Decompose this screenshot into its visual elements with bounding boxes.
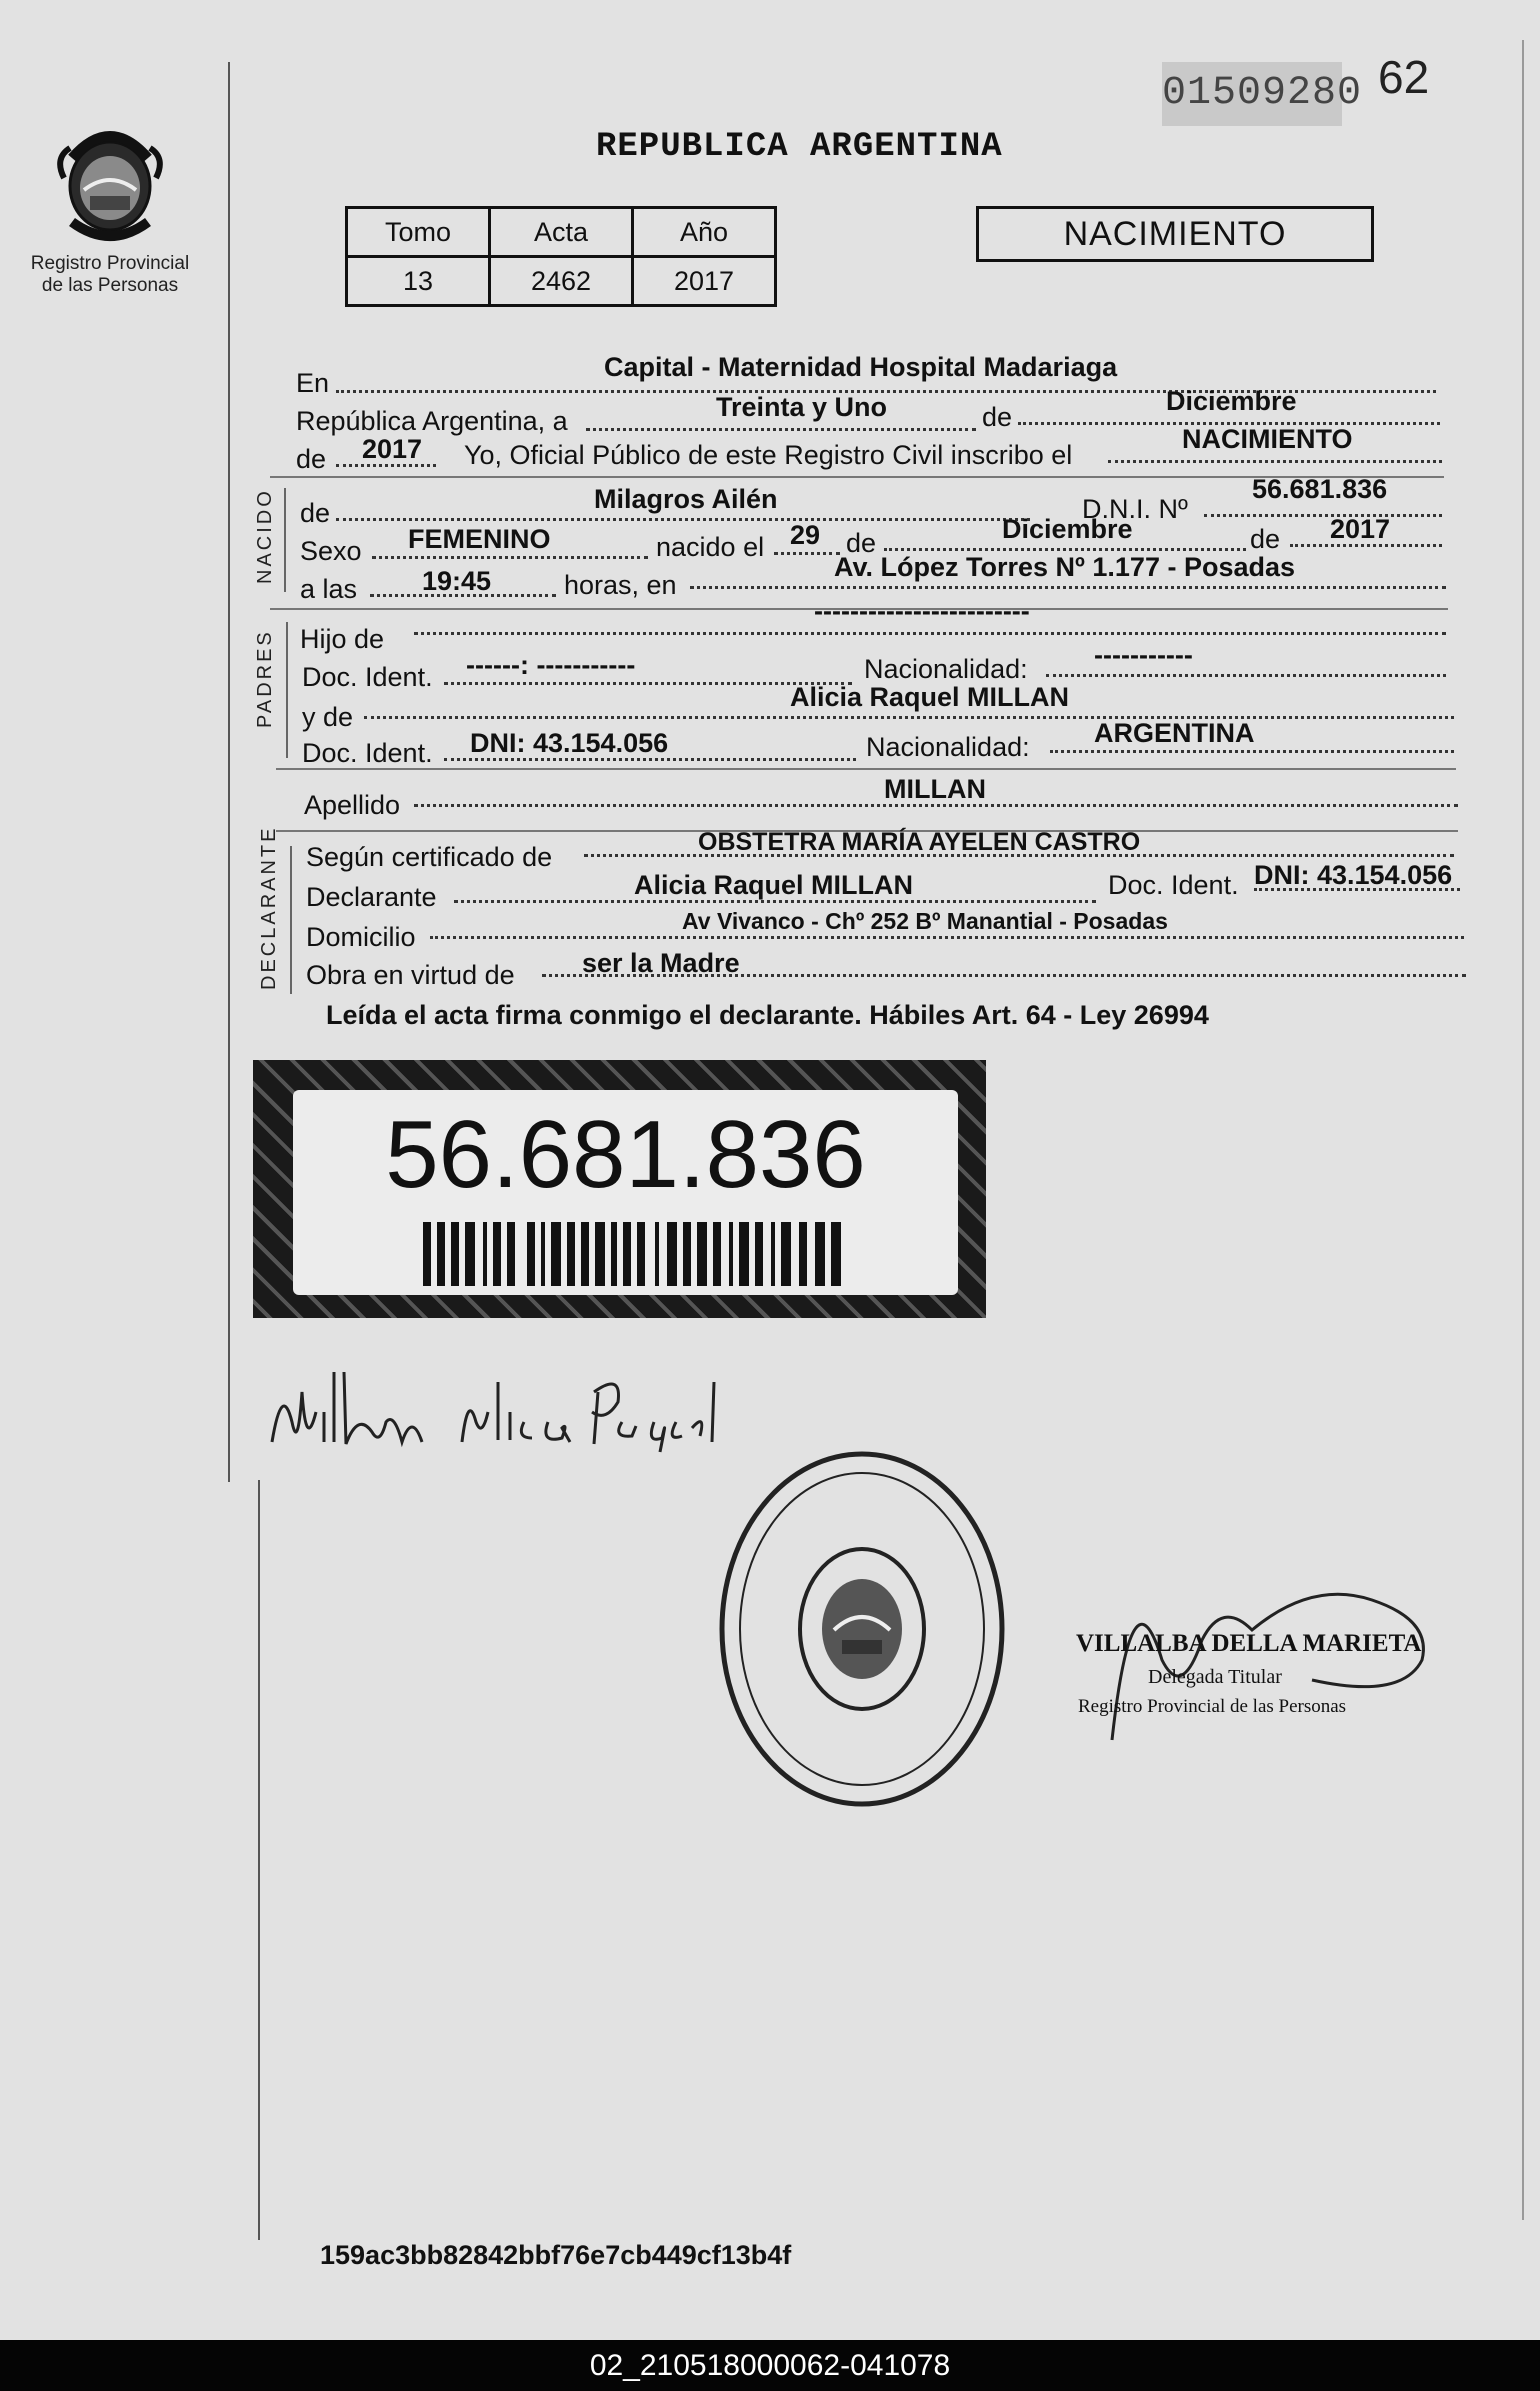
dni-number-card bbox=[253, 1060, 986, 1318]
year-value: 2017 bbox=[362, 434, 423, 464]
inscribo-value: NACIMIENTO bbox=[1182, 424, 1353, 454]
child-dni: 56.681.836 bbox=[1252, 474, 1388, 504]
child-name: Milagros Ailén bbox=[594, 484, 778, 514]
official-role: Delegada Titular bbox=[1148, 1666, 1282, 1688]
domicilio-value: Av Vivanco - Chº 252 Bº Manantial - Posadas bbox=[682, 908, 1168, 934]
closing-statement: Leída el acta firma conmigo el declarante. Hábiles Art. 64 - Ley 26994 bbox=[326, 1000, 1209, 1030]
declarante-label: Declarante bbox=[306, 882, 437, 912]
nacido-section-label: NACIDO bbox=[254, 488, 276, 584]
birth-month: Diciembre bbox=[1002, 514, 1133, 544]
horas-label: horas, en bbox=[564, 570, 677, 600]
dotted-line bbox=[690, 584, 1446, 589]
separator bbox=[276, 768, 1456, 770]
page-number: 62 bbox=[1378, 51, 1430, 103]
sexo-value: FEMENINO bbox=[408, 524, 551, 554]
certificado-value: OBSTETRA MARÍA AYELEN CASTRO bbox=[698, 828, 1141, 856]
tomo-header: Tomo bbox=[347, 208, 490, 257]
document-title: REPUBLICA ARGENTINA bbox=[596, 128, 1003, 166]
day-words: Treinta y Uno bbox=[716, 392, 888, 422]
official-office: Registro Provincial de las Personas bbox=[1078, 1696, 1347, 1717]
apellido-value: MILLAN bbox=[884, 774, 986, 804]
official-stamp bbox=[712, 1444, 1012, 1814]
obra-label: Obra en virtud de bbox=[306, 960, 515, 990]
ano-value: 2017 bbox=[633, 257, 776, 306]
margin-line bbox=[228, 62, 230, 1482]
nacionalidad-label-2: Nacionalidad: bbox=[866, 732, 1030, 762]
father-nationality: ----------- bbox=[1094, 640, 1193, 670]
nacido-bracket bbox=[284, 488, 286, 592]
dotted-line bbox=[586, 426, 976, 431]
alas-label: a las bbox=[300, 574, 358, 604]
de-label-2: de bbox=[846, 528, 877, 558]
father-name: ------------------------ bbox=[814, 596, 1030, 626]
domicilio-label: Domicilio bbox=[306, 922, 416, 952]
nacionalidad-label: Nacionalidad: bbox=[864, 654, 1028, 684]
official-name: VILLALBA DELLA MARIETA bbox=[1076, 1630, 1422, 1657]
right-edge-line bbox=[1522, 40, 1524, 2220]
dotted-line bbox=[1046, 672, 1446, 677]
inscribo-text: Yo, Oficial Público de este Registro Civil inscribo el bbox=[464, 440, 1073, 470]
declarante-section-label: DECLARANTE bbox=[258, 825, 280, 990]
declarante-doc-label: Doc. Ident. bbox=[1108, 870, 1239, 900]
footer-id-bar bbox=[0, 2340, 1540, 2391]
de2-label: de bbox=[296, 444, 327, 474]
father-doc: ------: ----------- bbox=[466, 650, 636, 680]
dni-label: D.N.I. Nº bbox=[1082, 494, 1188, 524]
republica-label: República Argentina, a bbox=[296, 406, 568, 436]
tomo-value: 13 bbox=[347, 257, 490, 306]
acta-header: Acta bbox=[490, 208, 633, 257]
dni-big-number: 56.681.836 bbox=[385, 1101, 866, 1208]
dotted-line bbox=[884, 546, 1246, 551]
doc-label: Doc. Ident. bbox=[302, 662, 433, 692]
declarante-doc-value: DNI: 43.154.056 bbox=[1254, 860, 1453, 890]
de-label: de bbox=[300, 498, 331, 528]
declarant-signature bbox=[262, 1352, 722, 1462]
acta-value: 2462 bbox=[490, 257, 633, 306]
doc-label-2: Doc. Ident. bbox=[302, 738, 433, 768]
barcode-icon bbox=[423, 1222, 843, 1286]
record-type-box: NACIMIENTO bbox=[976, 206, 1374, 262]
dotted-line bbox=[364, 714, 1454, 719]
apellido-label: Apellido bbox=[304, 790, 401, 820]
ano-header: Año bbox=[633, 208, 776, 257]
misiones-logo bbox=[20, 118, 200, 297]
certificado-label: Según certificado de bbox=[306, 842, 553, 872]
declarante-value: Alicia Raquel MILLAN bbox=[634, 870, 914, 900]
mother-name: Alicia Raquel MILLAN bbox=[790, 682, 1070, 712]
margin-line-lower bbox=[258, 1480, 260, 2240]
birth-year: 2017 bbox=[1330, 514, 1391, 544]
coat-of-arms-icon bbox=[50, 118, 170, 248]
logo-caption-2: de las Personas bbox=[41, 275, 179, 296]
card-inner bbox=[293, 1090, 958, 1295]
de-label: de bbox=[982, 402, 1013, 432]
hijo-label: Hijo de bbox=[300, 624, 385, 654]
logo-caption-1: Registro Provincial bbox=[30, 253, 190, 274]
obra-value: ser la Madre bbox=[582, 948, 740, 978]
dotted-line bbox=[1108, 458, 1442, 463]
yde-label: y de bbox=[302, 702, 354, 732]
nacido-el-label: nacido el bbox=[656, 532, 765, 562]
sexo-label: Sexo bbox=[300, 536, 362, 566]
document-hash: 159ac3bb82842bbf76e7cb449cf13b4f bbox=[320, 2240, 792, 2270]
mother-nationality: ARGENTINA bbox=[1094, 718, 1255, 748]
en-label: En bbox=[296, 368, 330, 398]
birth-address: Av. López Torres Nº 1.177 - Posadas bbox=[834, 552, 1296, 582]
dotted-line bbox=[414, 630, 1446, 635]
dotted-line bbox=[336, 516, 1030, 521]
birth-day: 29 bbox=[790, 520, 821, 550]
birth-time: 19:45 bbox=[422, 566, 492, 596]
padres-section-label: PADRES bbox=[254, 629, 276, 728]
dotted-line bbox=[1204, 512, 1442, 517]
serial-number: 01509280 bbox=[1162, 62, 1342, 126]
month-value: Diciembre bbox=[1166, 386, 1297, 416]
padres-bracket bbox=[286, 622, 288, 758]
mother-doc: DNI: 43.154.056 bbox=[470, 728, 669, 758]
de-label-3: de bbox=[1250, 524, 1281, 554]
tomo-acta-ano-table bbox=[345, 206, 777, 307]
place-value: Capital - Maternidad Hospital Madariaga bbox=[604, 352, 1118, 382]
footer-id: 02_210518000062-041078 bbox=[589, 2348, 951, 2382]
declarante-bracket bbox=[290, 846, 292, 994]
